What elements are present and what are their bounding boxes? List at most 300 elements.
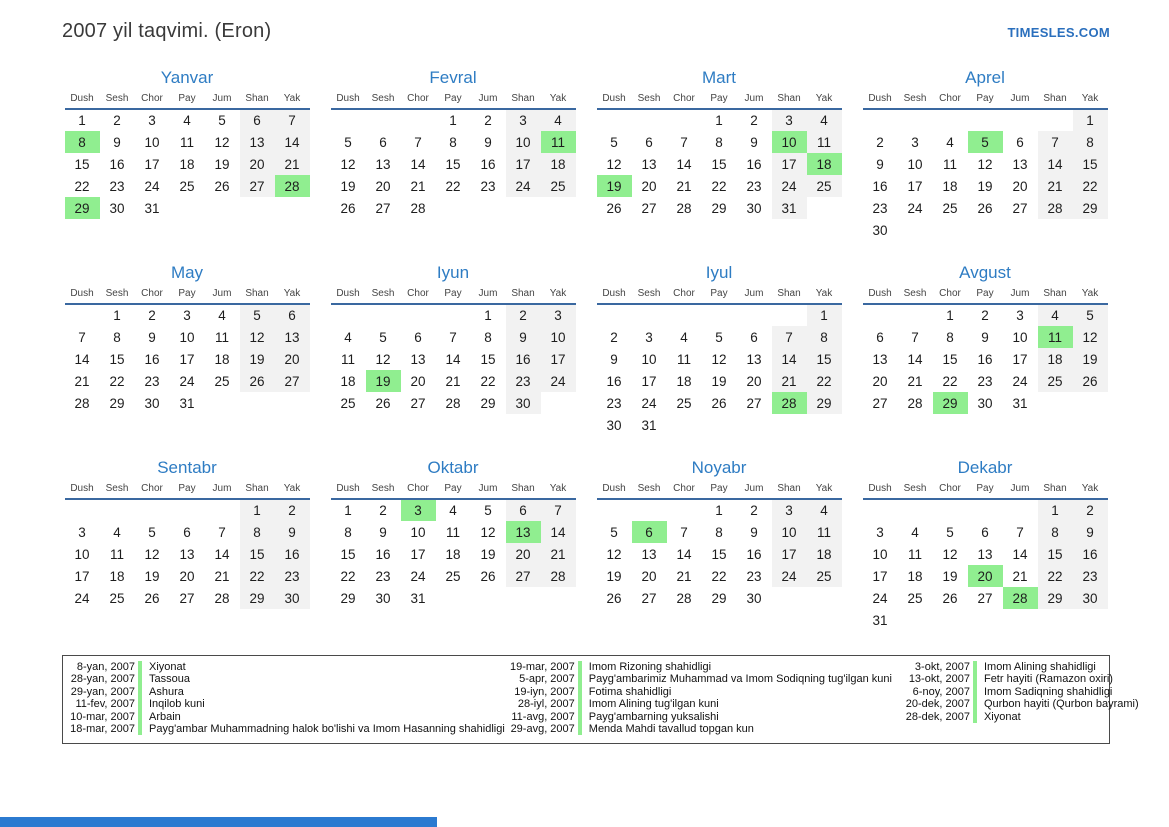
weekday-row — [863, 93, 1108, 109]
week-row — [65, 304, 310, 326]
day-cell: 9 — [981, 329, 989, 345]
day-cell: 17 — [641, 373, 657, 389]
month-title: May — [170, 263, 204, 282]
day-cell: 3 — [148, 113, 156, 128]
day-cell: 14 — [74, 351, 90, 367]
day-cell: 31 — [772, 197, 807, 219]
legend-label: Imom Sadiqning shahidligi — [983, 685, 1113, 698]
day-cell: 14 — [214, 546, 230, 562]
day-cell: 28 — [676, 200, 692, 216]
legend-item — [892, 698, 1139, 710]
day-cell: 4 — [218, 308, 226, 323]
day-cell — [401, 109, 436, 131]
day-cell: 31 — [179, 395, 195, 411]
day-cell: 9 — [113, 134, 121, 150]
day-cell: 2 — [484, 113, 492, 128]
holiday-marker-icon — [973, 673, 977, 685]
legend-item — [892, 673, 1139, 685]
day-cell — [1073, 219, 1108, 241]
legend-label: Imom Rizoning shahidligi — [588, 661, 712, 673]
legend-date: 28-dek, 2007 — [905, 710, 970, 723]
day-cell: 17 — [506, 153, 541, 175]
day-cell: 24 — [772, 565, 807, 587]
holiday-marker-icon — [138, 661, 142, 673]
day-cell: 21 — [676, 568, 692, 584]
weekday-label: Chor — [401, 483, 436, 499]
day-cell: 29 — [807, 392, 842, 414]
day-cell: 7 — [1016, 524, 1024, 540]
legend-label: Tassoua — [149, 673, 190, 686]
weekday-label: Pay — [968, 288, 1003, 304]
day-cell: 5 — [610, 524, 618, 540]
day-cell: 7 — [680, 134, 688, 150]
day-cell: 3 — [506, 109, 541, 131]
legend-label: Menda Mahdi tavallud topgan kun — [588, 723, 754, 736]
day-cell: 22 — [74, 178, 90, 194]
day-cell: 31 — [1012, 395, 1028, 411]
site-link[interactable]: TIMESLES.COM — [1007, 25, 1110, 40]
weekday-label: Yak — [541, 288, 576, 304]
day-cell: 19 — [597, 175, 632, 197]
day-cell: 3 — [772, 109, 807, 131]
weekday-label: Yak — [275, 288, 310, 304]
week-row — [331, 175, 576, 197]
day-cell: 25 — [541, 175, 576, 197]
week-row — [863, 304, 1108, 326]
day-cell: 3 — [78, 524, 86, 540]
day-cell: 13 — [275, 326, 310, 348]
day-cell — [65, 304, 100, 326]
day-cell: 6 — [240, 109, 275, 131]
day-cell: 29 — [711, 200, 727, 216]
day-cell: 30 — [746, 590, 762, 606]
day-cell: 16 — [375, 546, 391, 562]
legend-date: 28-yan, 2007 — [70, 673, 135, 686]
week-row — [597, 543, 842, 565]
month-aprel — [860, 68, 1110, 249]
day-cell: 14 — [676, 546, 692, 562]
weekday-label: Yak — [1073, 93, 1108, 109]
day-cell: 28 — [410, 200, 426, 216]
day-cell: 13 — [410, 351, 426, 367]
day-cell: 15 — [711, 156, 727, 172]
day-cell — [898, 219, 933, 241]
day-cell: 11 — [907, 546, 922, 562]
weekday-label: Jum — [205, 483, 240, 499]
day-cell: 14 — [445, 351, 461, 367]
day-cell: 21 — [74, 373, 90, 389]
day-cell: 15 — [711, 546, 727, 562]
weekday-label: Chor — [401, 288, 436, 304]
day-cell: 24 — [179, 373, 195, 389]
month-table — [65, 93, 310, 219]
day-cell: 18 — [1038, 348, 1073, 370]
day-cell: 14 — [410, 156, 426, 172]
day-cell: 21 — [907, 373, 923, 389]
day-cell: 13 — [1012, 156, 1028, 172]
day-cell: 4 — [680, 329, 688, 345]
legend-label: Xiyonat — [983, 710, 1021, 723]
weekday-label: Dush — [597, 483, 632, 499]
day-cell: 12 — [1073, 326, 1108, 348]
day-cell: 18 — [807, 153, 842, 175]
month-table — [597, 483, 842, 609]
day-cell — [506, 587, 541, 609]
day-cell — [737, 304, 772, 326]
day-cell: 8 — [715, 134, 723, 150]
weekday-label: Chor — [135, 93, 170, 109]
day-cell: 29 — [109, 395, 125, 411]
day-cell: 23 — [606, 395, 622, 411]
weekday-label: Sesh — [100, 93, 135, 109]
day-cell — [506, 197, 541, 219]
day-cell: 25 — [676, 395, 692, 411]
month-yanvar — [62, 68, 312, 249]
legend-item — [69, 711, 505, 723]
day-cell: 13 — [240, 131, 275, 153]
legend-date: 5-apr, 2007 — [519, 673, 575, 686]
day-cell: 23 — [109, 178, 125, 194]
day-cell — [100, 499, 135, 521]
day-cell: 7 — [78, 329, 86, 345]
week-row — [597, 153, 842, 175]
day-cell: 22 — [1038, 565, 1073, 587]
day-cell: 23 — [144, 373, 160, 389]
day-cell: 29 — [1038, 587, 1073, 609]
day-cell — [331, 109, 366, 131]
day-cell: 23 — [375, 568, 391, 584]
day-cell: 30 — [144, 395, 160, 411]
day-cell: 22 — [340, 568, 356, 584]
day-cell: 23 — [977, 373, 993, 389]
legend-column — [892, 661, 1139, 735]
month-fevral — [328, 68, 578, 249]
day-cell: 21 — [1012, 568, 1028, 584]
day-cell: 19 — [942, 568, 958, 584]
day-cell: 2 — [379, 503, 387, 518]
day-cell: 26 — [214, 178, 230, 194]
day-cell: 27 — [872, 395, 888, 411]
day-cell: 20 — [641, 568, 657, 584]
day-cell: 17 — [872, 568, 888, 584]
day-cell — [1073, 609, 1108, 631]
day-cell: 5 — [715, 329, 723, 345]
day-cell: 22 — [480, 373, 496, 389]
day-cell: 21 — [214, 568, 230, 584]
day-cell: 29 — [933, 392, 968, 414]
weekday-label: Chor — [933, 288, 968, 304]
day-cell: 14 — [676, 156, 692, 172]
day-cell: 27 — [746, 395, 762, 411]
day-cell: 23 — [506, 370, 541, 392]
day-cell: 11 — [807, 131, 842, 153]
day-cell: 6 — [750, 329, 758, 345]
week-row — [863, 131, 1108, 153]
weekday-row — [65, 288, 310, 304]
day-cell — [331, 304, 366, 326]
day-cell — [1003, 609, 1038, 631]
day-cell: 16 — [746, 546, 762, 562]
day-cell: 4 — [807, 109, 842, 131]
weekday-label: Chor — [667, 288, 702, 304]
day-cell: 1 — [449, 113, 457, 128]
weekday-label: Sesh — [366, 288, 401, 304]
day-cell: 13 — [872, 351, 888, 367]
day-cell: 23 — [746, 178, 762, 194]
weekday-label: Sesh — [632, 288, 667, 304]
holiday-marker-icon — [138, 711, 142, 723]
day-cell: 24 — [541, 370, 576, 392]
day-cell: 2 — [876, 134, 884, 150]
day-cell: 17 — [907, 178, 923, 194]
day-cell: 10 — [772, 521, 807, 543]
day-cell: 26 — [942, 590, 958, 606]
holiday-marker-icon — [138, 673, 142, 685]
day-cell — [205, 392, 240, 414]
month-dekabr — [860, 458, 1110, 639]
month-title: Avgust — [959, 263, 1011, 282]
legend-label: Xiyonat — [149, 661, 186, 673]
weekday-label: Yak — [807, 93, 842, 109]
day-cell: 4 — [807, 499, 842, 521]
weekday-label: Shan — [772, 483, 807, 499]
day-cell: 24 — [907, 200, 923, 216]
day-cell — [667, 499, 702, 521]
day-cell: 19 — [240, 348, 275, 370]
day-cell: 5 — [218, 113, 226, 128]
day-cell — [772, 587, 807, 609]
day-cell: 28 — [907, 395, 923, 411]
day-cell: 12 — [711, 351, 727, 367]
day-cell — [933, 499, 968, 521]
week-row — [597, 521, 842, 543]
holiday-legend — [62, 655, 1139, 744]
week-row — [597, 370, 842, 392]
day-cell — [275, 392, 310, 414]
day-cell: 9 — [148, 329, 156, 345]
week-row — [863, 197, 1108, 219]
day-cell: 26 — [711, 395, 727, 411]
day-cell — [968, 499, 1003, 521]
day-cell: 17 — [410, 546, 426, 562]
legend-date: 29-avg, 2007 — [510, 723, 575, 736]
day-cell: 30 — [977, 395, 993, 411]
day-cell: 18 — [109, 568, 125, 584]
day-cell: 26 — [977, 200, 993, 216]
weekday-label: Chor — [667, 483, 702, 499]
legend-column — [505, 661, 892, 735]
day-cell: 30 — [506, 392, 541, 414]
day-cell: 29 — [340, 590, 356, 606]
day-cell — [170, 197, 205, 219]
weekday-label: Chor — [667, 93, 702, 109]
day-cell: 30 — [1073, 587, 1108, 609]
holiday-marker-icon — [578, 686, 582, 698]
day-cell: 25 — [109, 590, 125, 606]
legend-item — [505, 698, 892, 710]
day-cell: 8 — [65, 131, 100, 153]
day-cell — [205, 197, 240, 219]
weekday-row — [597, 288, 842, 304]
month-title: Oktabr — [427, 458, 479, 477]
week-row — [65, 499, 310, 521]
week-row — [65, 392, 310, 414]
day-cell: 31 — [872, 612, 888, 628]
week-row — [597, 326, 842, 348]
day-cell: 22 — [109, 373, 125, 389]
weekday-label: Chor — [933, 483, 968, 499]
day-cell: 25 — [807, 565, 842, 587]
day-cell: 19 — [1073, 348, 1108, 370]
month-title: Dekabr — [957, 458, 1013, 477]
day-cell: 7 — [218, 524, 226, 540]
day-cell: 5 — [968, 131, 1003, 153]
legend-item — [892, 711, 1139, 723]
week-row — [597, 499, 842, 521]
weekday-label: Dush — [863, 483, 898, 499]
week-row — [331, 153, 576, 175]
day-cell: 15 — [1073, 153, 1108, 175]
week-row — [331, 109, 576, 131]
day-cell: 16 — [977, 351, 993, 367]
week-row — [65, 326, 310, 348]
day-cell: 1 — [715, 113, 723, 128]
day-cell: 20 — [410, 373, 426, 389]
footer-bar — [0, 817, 437, 827]
weekday-label: Sesh — [632, 483, 667, 499]
week-row — [65, 348, 310, 370]
day-cell: 13 — [641, 156, 657, 172]
week-row — [863, 521, 1108, 543]
weekday-label: Pay — [436, 483, 471, 499]
day-cell: 8 — [240, 521, 275, 543]
legend-item — [505, 673, 892, 685]
weekday-label: Pay — [702, 288, 737, 304]
day-cell: 19 — [340, 178, 356, 194]
day-cell: 22 — [711, 178, 727, 194]
day-cell: 14 — [275, 131, 310, 153]
day-cell: 20 — [275, 348, 310, 370]
weekday-label: Sesh — [632, 93, 667, 109]
month-title: Mart — [702, 68, 736, 87]
weekday-label: Shan — [1038, 288, 1073, 304]
day-cell: 11 — [541, 131, 576, 153]
day-cell: 4 — [541, 109, 576, 131]
weekday-label: Dush — [863, 288, 898, 304]
day-cell — [436, 197, 471, 219]
month-iyul — [594, 263, 844, 444]
day-cell — [898, 109, 933, 131]
legend-label: Inqilob kuni — [149, 698, 205, 711]
day-cell — [597, 109, 632, 131]
weekday-label: Yak — [275, 93, 310, 109]
day-cell: 16 — [144, 351, 160, 367]
weekday-label: Dush — [597, 288, 632, 304]
month-avgust — [860, 263, 1110, 444]
day-cell: 5 — [344, 134, 352, 150]
day-cell: 2 — [275, 499, 310, 521]
day-cell: 22 — [711, 568, 727, 584]
legend-item — [505, 686, 892, 698]
day-cell: 2 — [750, 503, 758, 518]
weekday-label: Shan — [1038, 93, 1073, 109]
week-row — [863, 392, 1108, 414]
day-cell: 21 — [676, 178, 692, 194]
day-cell: 25 — [942, 200, 958, 216]
day-cell: 1 — [113, 308, 121, 323]
day-cell: 19 — [144, 568, 160, 584]
day-cell — [898, 609, 933, 631]
legend-item — [69, 723, 505, 735]
legend-item — [69, 686, 505, 698]
day-cell — [632, 499, 667, 521]
holiday-marker-icon — [138, 698, 142, 710]
legend-date: 28-iyl, 2007 — [517, 698, 575, 711]
week-row — [65, 521, 310, 543]
day-cell: 6 — [1016, 134, 1024, 150]
day-cell: 2 — [148, 308, 156, 323]
month-table — [331, 483, 576, 609]
week-row — [597, 304, 842, 326]
week-row — [597, 348, 842, 370]
day-cell: 10 — [506, 131, 541, 153]
header — [0, 0, 1169, 43]
week-row — [331, 131, 576, 153]
weekday-label: Pay — [968, 483, 1003, 499]
day-cell — [667, 109, 702, 131]
day-cell — [667, 304, 702, 326]
weekday-row — [65, 93, 310, 109]
week-row — [863, 543, 1108, 565]
day-cell: 20 — [240, 153, 275, 175]
day-cell: 16 — [275, 543, 310, 565]
day-cell: 28 — [772, 392, 807, 414]
week-row — [597, 587, 842, 609]
day-cell: 28 — [445, 395, 461, 411]
day-cell: 31 — [641, 417, 657, 433]
legend-date: 11-fev, 2007 — [75, 698, 135, 711]
day-cell: 4 — [183, 113, 191, 128]
day-cell: 12 — [942, 546, 958, 562]
day-cell: 17 — [144, 156, 160, 172]
day-cell: 29 — [711, 590, 727, 606]
weekday-label: Yak — [807, 483, 842, 499]
weekday-label: Shan — [506, 483, 541, 499]
day-cell: 25 — [179, 178, 195, 194]
day-cell: 8 — [113, 329, 121, 345]
day-cell: 19 — [711, 373, 727, 389]
day-cell: 21 — [445, 373, 461, 389]
weekday-label: Shan — [772, 288, 807, 304]
day-cell: 21 — [772, 370, 807, 392]
day-cell — [366, 109, 401, 131]
day-cell: 26 — [375, 395, 391, 411]
weekday-label: Jum — [737, 93, 772, 109]
day-cell: 7 — [275, 109, 310, 131]
week-row — [331, 370, 576, 392]
day-cell: 18 — [445, 546, 461, 562]
day-cell: 17 — [1012, 351, 1028, 367]
holiday-marker-icon — [973, 711, 977, 723]
weekday-label: Sesh — [898, 93, 933, 109]
holiday-marker-icon — [578, 661, 582, 673]
day-cell: 1 — [78, 113, 86, 128]
day-cell: 22 — [1073, 175, 1108, 197]
day-cell: 30 — [375, 590, 391, 606]
day-cell: 10 — [410, 524, 426, 540]
week-row — [863, 175, 1108, 197]
day-cell: 23 — [275, 565, 310, 587]
